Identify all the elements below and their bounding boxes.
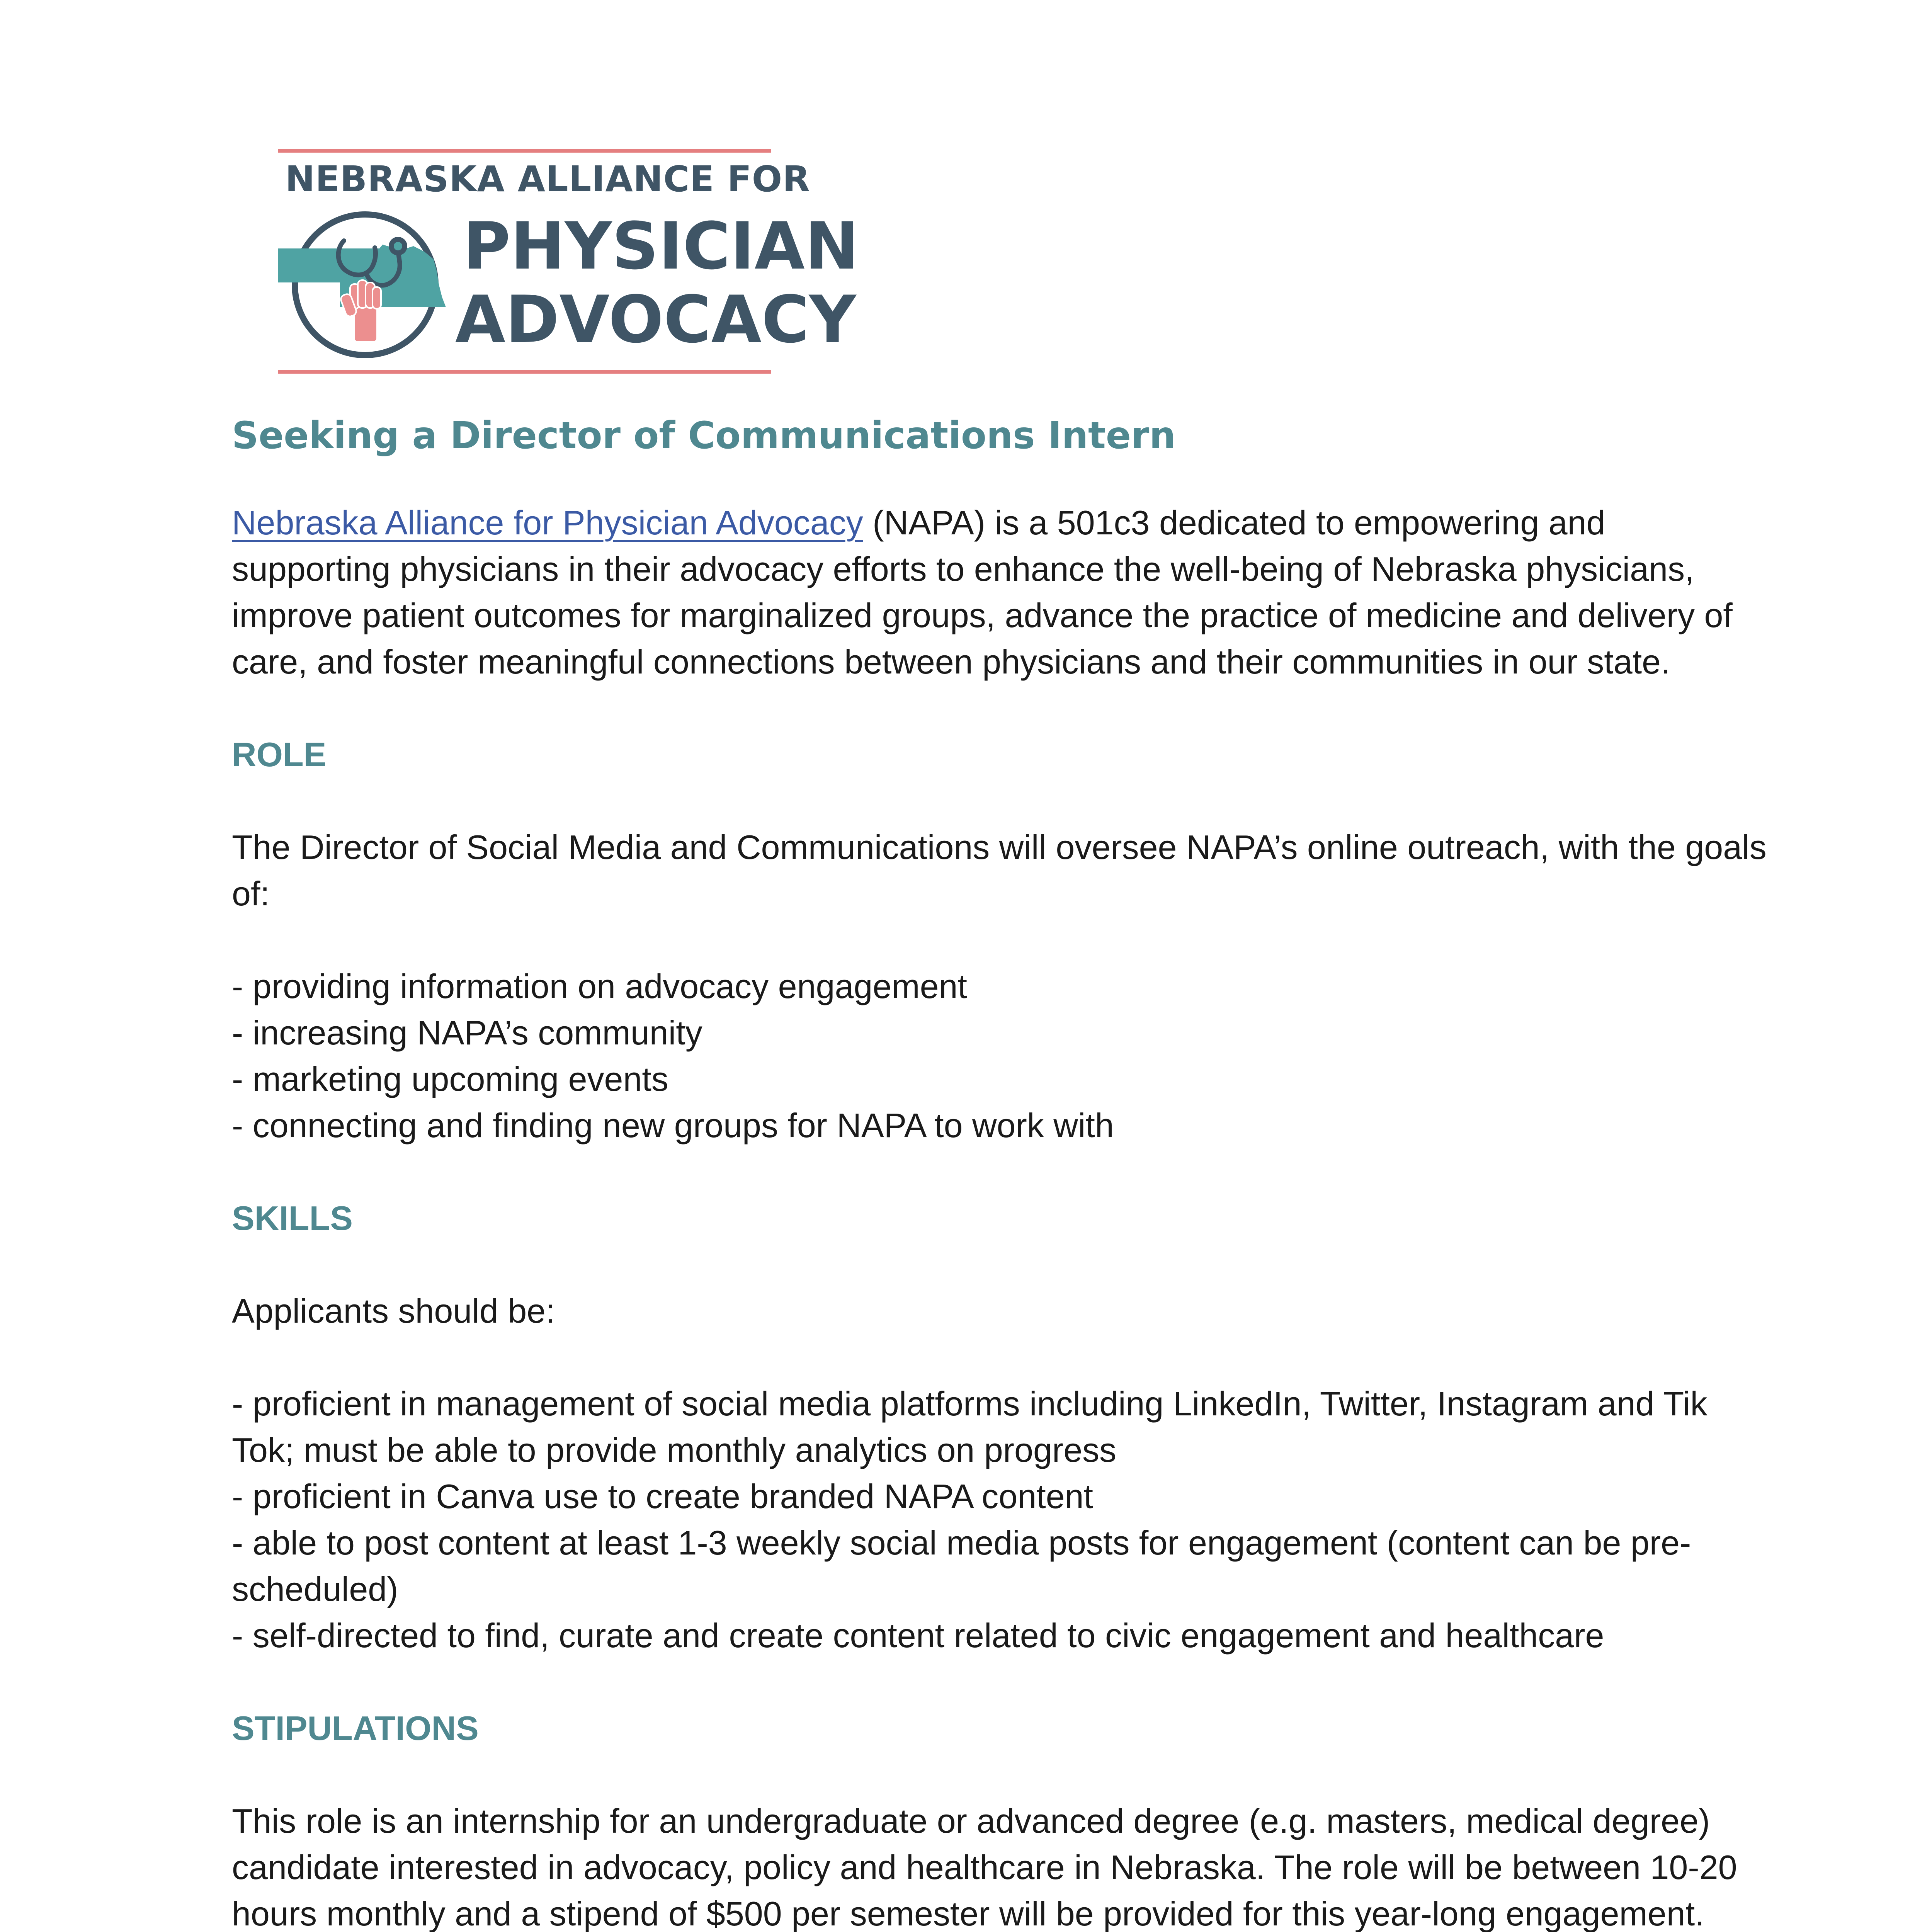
skills-intro: Applicants should be: xyxy=(232,1292,555,1330)
skills-list xyxy=(232,1381,1770,1659)
napa-website-link[interactable]: Nebraska Alliance for Physician Advocacy xyxy=(232,503,863,542)
list-item: - increasing NAPA’s community xyxy=(232,1014,702,1052)
role-goals-list xyxy=(232,963,1770,1149)
list-item: - providing information on advocacy engagement xyxy=(232,967,967,1005)
list-item: - connecting and finding new groups for NAPA to work with xyxy=(232,1106,1114,1145)
list-item: - proficient in management of social media platforms including LinkedIn, Twitter, Instagram and Tik Tok; must be able to provide monthly analytics on progress xyxy=(232,1384,1708,1469)
list-item: - marketing upcoming events xyxy=(232,1060,668,1098)
list-item: - able to post content at least 1-3 weekly social media posts for engagement (content can be pre-scheduled) xyxy=(232,1524,1691,1608)
role-heading: ROLE xyxy=(232,735,327,774)
list-item: - self-directed to find, curate and create content related to civic engagement and healthcare xyxy=(232,1616,1604,1655)
stipulations-paragraph-1: This role is an internship for an undergraduate or advanced degree (e.g. masters, medical degree) candidate interested in advocacy, policy and healthcare in Nebraska. The role will be between 10-20 hours monthly and a stipend of $500 per semester will be provided for this year-long engagement. xyxy=(232,1802,1737,1932)
logo-line3: ADVOCACY xyxy=(455,282,856,357)
stipulations-heading: STIPULATIONS xyxy=(232,1709,479,1747)
logo-line1: NEBRASKA ALLIANCE FOR xyxy=(285,158,810,200)
nebraska-emblem-icon xyxy=(278,214,446,355)
intro-text: (NAPA) is a 501c3 dedicated to empowering and supporting physicians in their advocacy efforts to enhance the well-being of Nebraska physicians, improve patient outcomes for marginalized groups, advance the practice of medicine and delivery of care, and foster meaningful connections between physicians and their communities in our state. xyxy=(232,503,1733,681)
role-description: The Director of Social Media and Communications will oversee NAPA’s online outreach, with the goals of: xyxy=(232,828,1767,913)
document-body xyxy=(232,406,1770,1932)
napa-logo xyxy=(278,149,859,377)
list-item: - proficient in Canva use to create branded NAPA content xyxy=(232,1477,1094,1515)
logo-line2: PHYSICIAN xyxy=(463,208,859,284)
page-title: Seeking a Director of Communications Intern xyxy=(232,414,1176,457)
intro-paragraph xyxy=(232,500,1770,685)
skills-heading: SKILLS xyxy=(232,1199,353,1237)
